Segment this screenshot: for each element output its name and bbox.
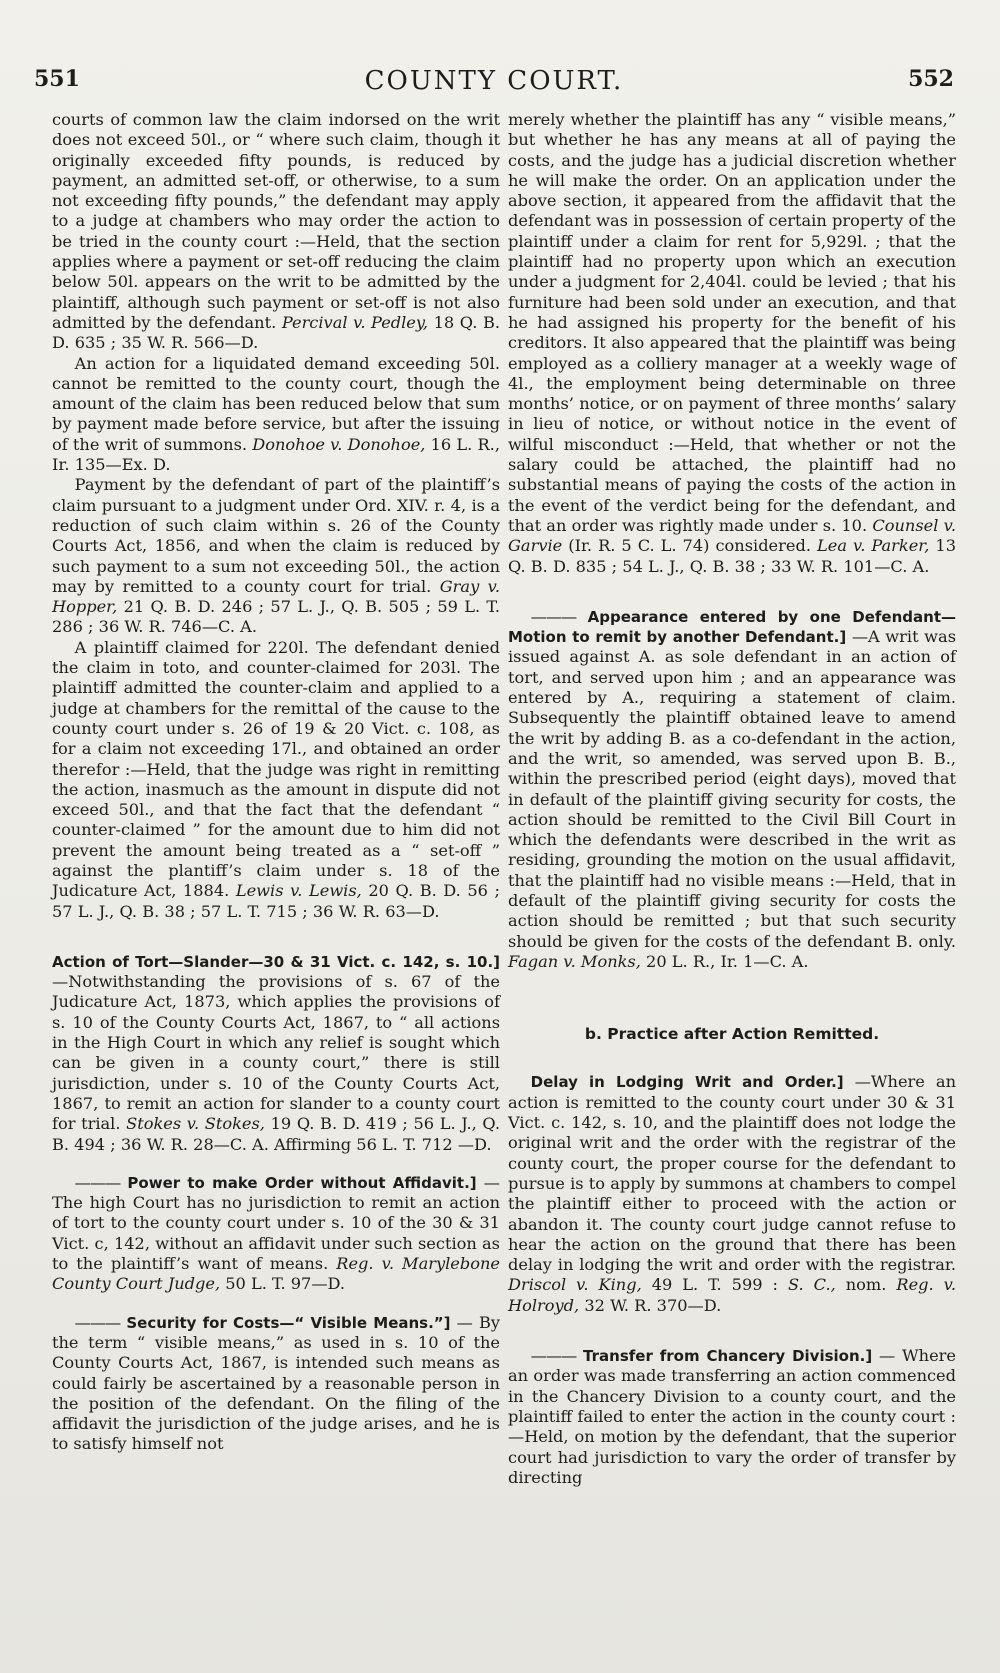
- section-lead: Security for Costs—“ Visible Means.”]: [126, 1313, 451, 1332]
- section-dash: ———: [74, 1312, 121, 1332]
- citation: 19 Q. B. D. 419 ; 56 L. J., Q. B. 494 ; 36 W. R. 28—C. A. Affirming 56 L. T. 712 —D.: [52, 1114, 500, 1154]
- paragraph: An action for a liquidated demand exceeding 50l. cannot be remitted to the county court, though the amount of the claim has been reduced below that sum by payment made before service, but after the issuing of the writ of summons. Donohoe v. Donohoe, 16 L. R., Ir. 135—Ex. D.: [52, 353, 500, 475]
- running-title: COUNTY COURT.: [364, 66, 624, 96]
- case-name: S. C.,: [788, 1275, 836, 1295]
- left-page-number: 551: [34, 66, 80, 92]
- paragraph: ——— Security for Costs—“ Visible Means.”] — By the term “ visible means,” as used in s. 10 of the County Courts Act, 1867, is intended such means as could fairly be ascertained by a reasonable person in the position of the defendant. On the filing of the affidavit the jurisdiction of the judge arises, and he is to satisfy himself not: [52, 1312, 501, 1454]
- section-lead: Action of Tort—Slander—30 & 31 Vict. c. 142, s. 10.]: [52, 952, 500, 971]
- citation: 20 L. R., Ir. 1—C. A.: [646, 951, 809, 971]
- section-dash: ———: [530, 606, 577, 626]
- case-name: Reg. v. Holroyd,: [508, 1275, 956, 1315]
- citation: 16 L. R., Ir. 135—Ex. D.: [52, 434, 500, 475]
- right-column: [508, 110, 956, 1488]
- section-lead: Transfer from Chancery Division.]: [583, 1347, 873, 1366]
- case-name: Reg. v. Marylebone County Court Judge,: [52, 1254, 500, 1294]
- paragraph: ——— Appearance entered by one Defendant— Motion to remit by another Defendant.] —A writ was issued against A. as sole defendant in an action of tort, and served upon him ; and an appearance was entered by A., requiring a statement of claim. Subsequently the plaintiff obtained leave to amend the writ by adding B. as a co-defendant in the action, and the writ, so amended, was served upon B. B., within the prescribed period (eight days), moved that in default of the plaintiff giving security for costs, the action should be remitted to the Civil Bill Court in which the defendants were described in the writ as residing, grounding the motion on the usual affidavit, that the plaintiff had no visible means :—Held, that in default of the plaintiff giving security for costs the action should be remitted ; but that such security should be given for the costs of the defendant B. only. Fagan v. Monks, 20 L. R., Ir. 1—C. A.: [508, 606, 956, 971]
- case-name: Stokes v. Stokes,: [126, 1114, 265, 1134]
- citation: 13 Q. B. D. 835 ; 54 L. J., Q. B. 38 ; 33 W. R. 101—C. A.: [508, 536, 957, 576]
- paragraph: Action of Tort—Slander—30 & 31 Vict. c. 142, s. 10.] —Notwithstanding the provisions of s. 67 of the Judicature Act, 1873, which applies the provisions of s. 10 of the County Courts Act, 1867, to “ all actions in the High Court in which any relief is sought which can be given in a county court,” there is still jurisdiction, under s. 10 of the County Courts Act, 1867, to remit an action for slander to a county court for trial. Stokes v. Stokes, 19 Q. B. D. 419 ; 56 L. J., Q. B. 494 ; 36 W. R. 28—C. A. Affirming 56 L. T. 712 —D.: [52, 952, 500, 1154]
- paragraph: courts of common law the claim indorsed on the writ does not exceed 50l., or “ where such claim, though it originally exceeded fifty pounds, is reduced by payment, an admitted set-off, or otherwise, to a sum not exceeding fifty pounds,” the defendant may apply to a judge at chambers who may order the action to be tried in the county court :—Held, that the section applies where a payment or set-off reducing the claim below 50l. appears on the writ to be admitted by the plaintiff, although such payment or set-off is not also admitted by the defendant. Percival v. Pedley, 18 Q. B. D. 635 ; 35 W. R. 566—D.: [52, 110, 500, 353]
- case-name: Gray v. Hopper,: [52, 576, 500, 617]
- section-lead: Appearance entered by one Defendant— Motion to remit by another Defendant.]: [508, 607, 956, 647]
- section-dash: ———: [530, 1346, 577, 1366]
- citation: 20 Q. B. D. 56 ; 57 L. J., Q. B. 38 ; 57 L. T. 715 ; 36 W. R. 63—D.: [52, 881, 500, 921]
- paragraph: A plaintiff claimed for 220l. The defendant denied the claim in toto, and counter-claimed for 203l. The plaintiff admitted the counter-claim and applied to a judge at chambers for the remittal of the cause to the county court under s. 26 of 19 & 20 Vict. c. 108, as for a claim not exceeding 17l., and obtained an order therefor :—Held, that the judge was right in remitting the action, inasmuch as the amount in dispute did not exceed 50l., and that the fact that the defendant “ counter-claimed ” for the amount due to him did not prevent the amount being treated as a “ set-off ” against the plantiff’s claim under s. 18 of the Judicature Act, 1884. Lewis v. Lewis, 20 Q. B. D. 56 ; 57 L. J., Q. B. 38 ; 57 L. T. 715 ; 36 W. R. 63—D.: [52, 637, 500, 921]
- citation: 32 W. R. 370—D.: [584, 1295, 722, 1315]
- paragraph: Delay in Lodging Writ and Order.] —Where an action is remitted to the county court under 30 & 31 Vict. c. 142, s. 10, and the plaintiff does not lodge the original writ and the order with the registrar of the county court, the proper course for the defendant to pursue is to apply by summons at chambers to compel the plaintiff either to proceed with the action or abandon it. The county court judge cannot refuse to hear the action on the ground that there has been delay in lodging the writ and order with the registrar. Driscol v. King, 49 L. T. 599 : S. C., nom. Reg. v. Holroyd, 32 W. R. 370—D.: [508, 1072, 956, 1315]
- case-name: Driscol v. King,: [508, 1275, 642, 1295]
- running-header: [34, 66, 954, 106]
- citation: 18 Q. B. D. 635 ; 35 W. R. 566—D.: [52, 312, 500, 353]
- case-name: Fagan v. Monks,: [508, 951, 641, 971]
- right-page-number: 552: [908, 66, 954, 92]
- section-lead: Delay in Lodging Writ and Order.]: [530, 1073, 844, 1092]
- case-name: Percival v. Pedley,: [281, 312, 429, 332]
- subsection-heading: b. Practice after Action Remitted.: [584, 1025, 880, 1044]
- citation: 50 L. T. 97—D.: [225, 1274, 346, 1294]
- case-name: Donohoe v. Donohoe,: [252, 434, 426, 454]
- paragraph: Payment by the defendant of part of the plaintiff’s claim pursuant to a judgment under Ord. XIV. r. 4, is a reduction of such claim within s. 26 of the County Courts Act, 1856, and when the claim is reduced by such payment to a sum not exceeding 50l., the action may by remitted to a county court for trial. Gray v. Hopper, 21 Q. B. D. 246 ; 57 L. J., Q. B. 505 ; 59 L. T. 286 ; 36 W. R. 746—C. A.: [52, 475, 500, 637]
- citation: 21 Q. B. D. 246 ; 57 L. J., Q. B. 505 ; 59 L. T. 286 ; 36 W. R. 746—C. A.: [52, 597, 500, 637]
- paragraph: ——— Power to make Order without Affidavit.] —The high Court has no jurisdiction to remit an action of tort to the county court under s. 10 of the 30 & 31 Vict. c, 142, without an affidavit under such section as to the plaintiff’s want of means. Reg. v. Marylebone County Court Judge, 50 L. T. 97—D.: [52, 1172, 500, 1294]
- case-name: Lea v. Parker,: [816, 536, 930, 556]
- section-lead: Power to make Order without Affidavit.]: [127, 1173, 477, 1192]
- case-name: Lewis v. Lewis,: [235, 881, 362, 901]
- left-column: [52, 110, 500, 1455]
- case-name: Counsel v. Garvie: [508, 515, 956, 556]
- paragraph: merely whether the plaintiff has any “ visible means,” but whether he has any means at all of paying the costs, and the judge has a judicial discretion whether he will make the order. On an application under the above section, it appeared from the affidavit that the defendant was in possession of certain property of the plaintiff under a claim for rent for 5,929l. ; that the plaintiff had no property upon which an execution under a judgment for 2,404l. could be levied ; that his furniture had been sold under an execution, and that he had assigned his property for the benefit of his creditors. It also appeared that the plaintiff was being employed as a colliery manager at a weekly wage of 4l., the employment being determinable on three months’ notice, or on payment of three months’ salary in lieu of notice, or without notice in the event of wilful misconduct :—Held, that whether or not the salary could be attached, the plaintiff had no substantial means of paying the costs of the action in the event of the verdict being for the defendant, and that an order was rightly made under s. 10. Counsel v. Garvie (Ir. R. 5 C. L. 74) considered. Lea v. Parker, 13 Q. B. D. 835 ; 54 L. J., Q. B. 38 ; 33 W. R. 101—C. A.: [508, 110, 957, 576]
- paragraph: ——— Transfer from Chancery Division.] — Where an order was made transferring an action commenced in the Chancery Division to a county court, and the plaintiff failed to enter the action in the county court :—Held, on motion by the defendant, that the superior court had jurisdiction to vary the order of transfer by directing: [508, 1346, 956, 1487]
- section-dash: ———: [74, 1172, 121, 1192]
